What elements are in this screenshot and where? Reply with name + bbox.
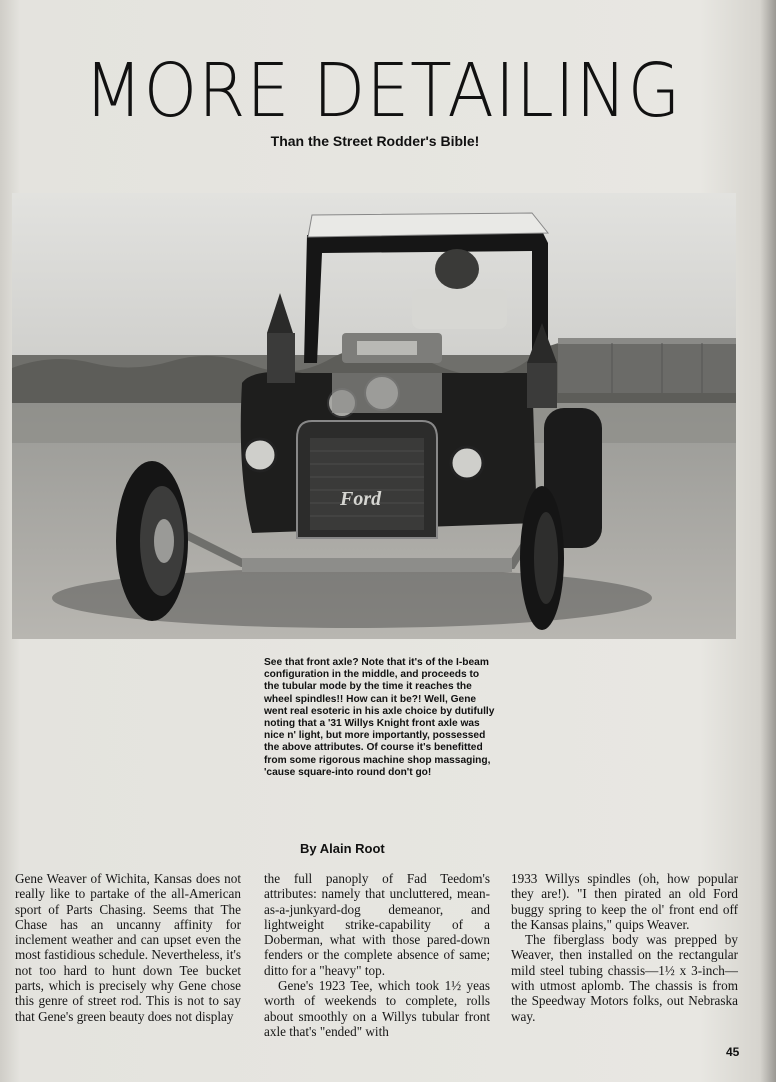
ford-badge: Ford <box>340 488 382 510</box>
page-number: 45 <box>726 1045 740 1059</box>
hot-rod-photo <box>12 193 736 639</box>
headline: MORE DETAILING <box>84 48 682 134</box>
byline: By Alain Root <box>300 841 385 856</box>
article-column-3 <box>511 871 738 1024</box>
paragraph: Gene's 1923 Tee, which took 1½ yeas worth of weekends to complete, rolls about smoothly on a Willys tubular front axle that's "ended" with <box>264 978 490 1039</box>
paragraph: the full panoply of Fad Teedom's attributes: namely that uncluttered, mean-as-a-junkyard-dog demeanor, and lightweight strike-capability of a Doberman, what with those pared-down fenders or the complete absence of same; ditto for a "heavy" top. <box>264 871 490 978</box>
paragraph: Gene Weaver of Wichita, Kansas does not really like to partake of the all-American sport of Parts Chasing. Seems that The Chase has an uncanny affinity for inclement weather and can upset even the most fastidious schedule. Nevertheless, it's not too hard to hunt down Tee bucket parts, which is precisely why Gene chose this genre of street rod. This is not to say that Gene's green beauty does not display <box>15 871 241 1024</box>
subheadline: Than the Street Rodder's Bible! <box>270 133 480 149</box>
photo-caption: See that front axle? Note that it's of the I-beam configuration in the middle, and proceeds to the tubular mode by the time it reaches the wheel spindles!! How can it be?! Well, Gene went real esoteric in his axle choice by dutifully noting that a '31 Willys Knight front axle was nice n' light, but more importantly, possessed the above attributes. Of course it's benefitted from some rigorous machine shop massaging, 'cause square-into round don't go! <box>264 657 495 778</box>
paragraph: The fiberglass body was prepped by Weaver, then installed on the rectangular mild steel tubing chassis—1½ x 3-inch—with utmost aplomb. The chassis is from the Speedway Motors folks, out Nebraska way. <box>511 932 738 1024</box>
paragraph: 1933 Willys spindles (oh, how popular they are!). "I then pirated an old Ford buggy spring to keep the ol' front end off the Kansas plains," quips Weaver. <box>511 871 738 932</box>
article-column-1 <box>15 871 241 1024</box>
article-column-2 <box>264 871 490 1039</box>
